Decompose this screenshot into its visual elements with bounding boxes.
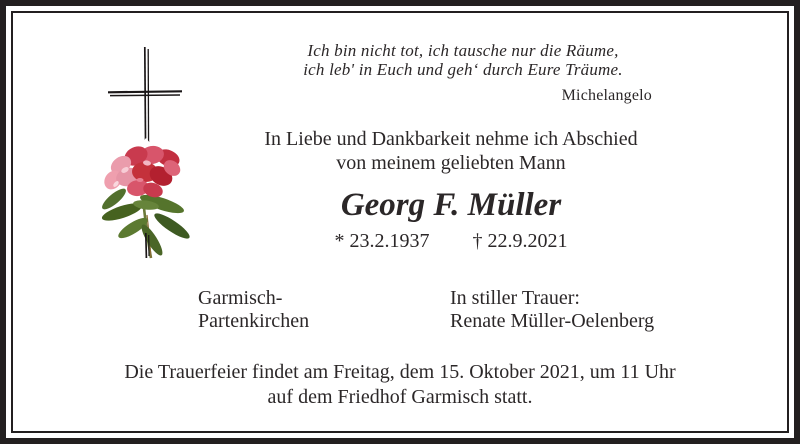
place-line-1: Garmisch- — [198, 287, 283, 309]
quote-line-2: ich leb' in Euch und geh‘ durch Eure Träume. — [303, 60, 623, 79]
mourners-block — [450, 287, 654, 333]
death-date: † 22.9.2021 — [472, 230, 568, 252]
funeral-info — [13, 360, 787, 409]
quote-attribution: Michelangelo — [561, 87, 652, 104]
announcement-block — [115, 128, 787, 253]
mourner-name: Renate Müller-Oelenberg — [450, 310, 655, 332]
mourning-label: In stiller Trauer: — [450, 287, 580, 309]
place-line-2: Partenkirchen — [198, 310, 310, 332]
quote-line-1: Ich bin nicht tot, ich tausche nur die Räume, — [307, 41, 619, 60]
birth-date: * 23.2.1937 — [334, 230, 430, 252]
funeral-line-2: auf dem Friedhof Garmisch statt. — [267, 385, 533, 408]
deceased-name: Georg F. Müller — [340, 187, 562, 223]
decorative-inner-frame — [11, 11, 789, 433]
place-of-mourning — [198, 287, 309, 333]
memorial-quote — [272, 41, 654, 105]
intro-line-2: von meinem geliebten Mann — [336, 151, 566, 174]
life-dates — [115, 229, 787, 253]
intro-line-1: In Liebe und Dankbarkeit nehme ich Abschied — [264, 128, 638, 150]
funeral-line-1: Die Trauerfeier findet am Freitag, dem 15. Oktober 2021, um 11 Uhr — [124, 361, 676, 383]
